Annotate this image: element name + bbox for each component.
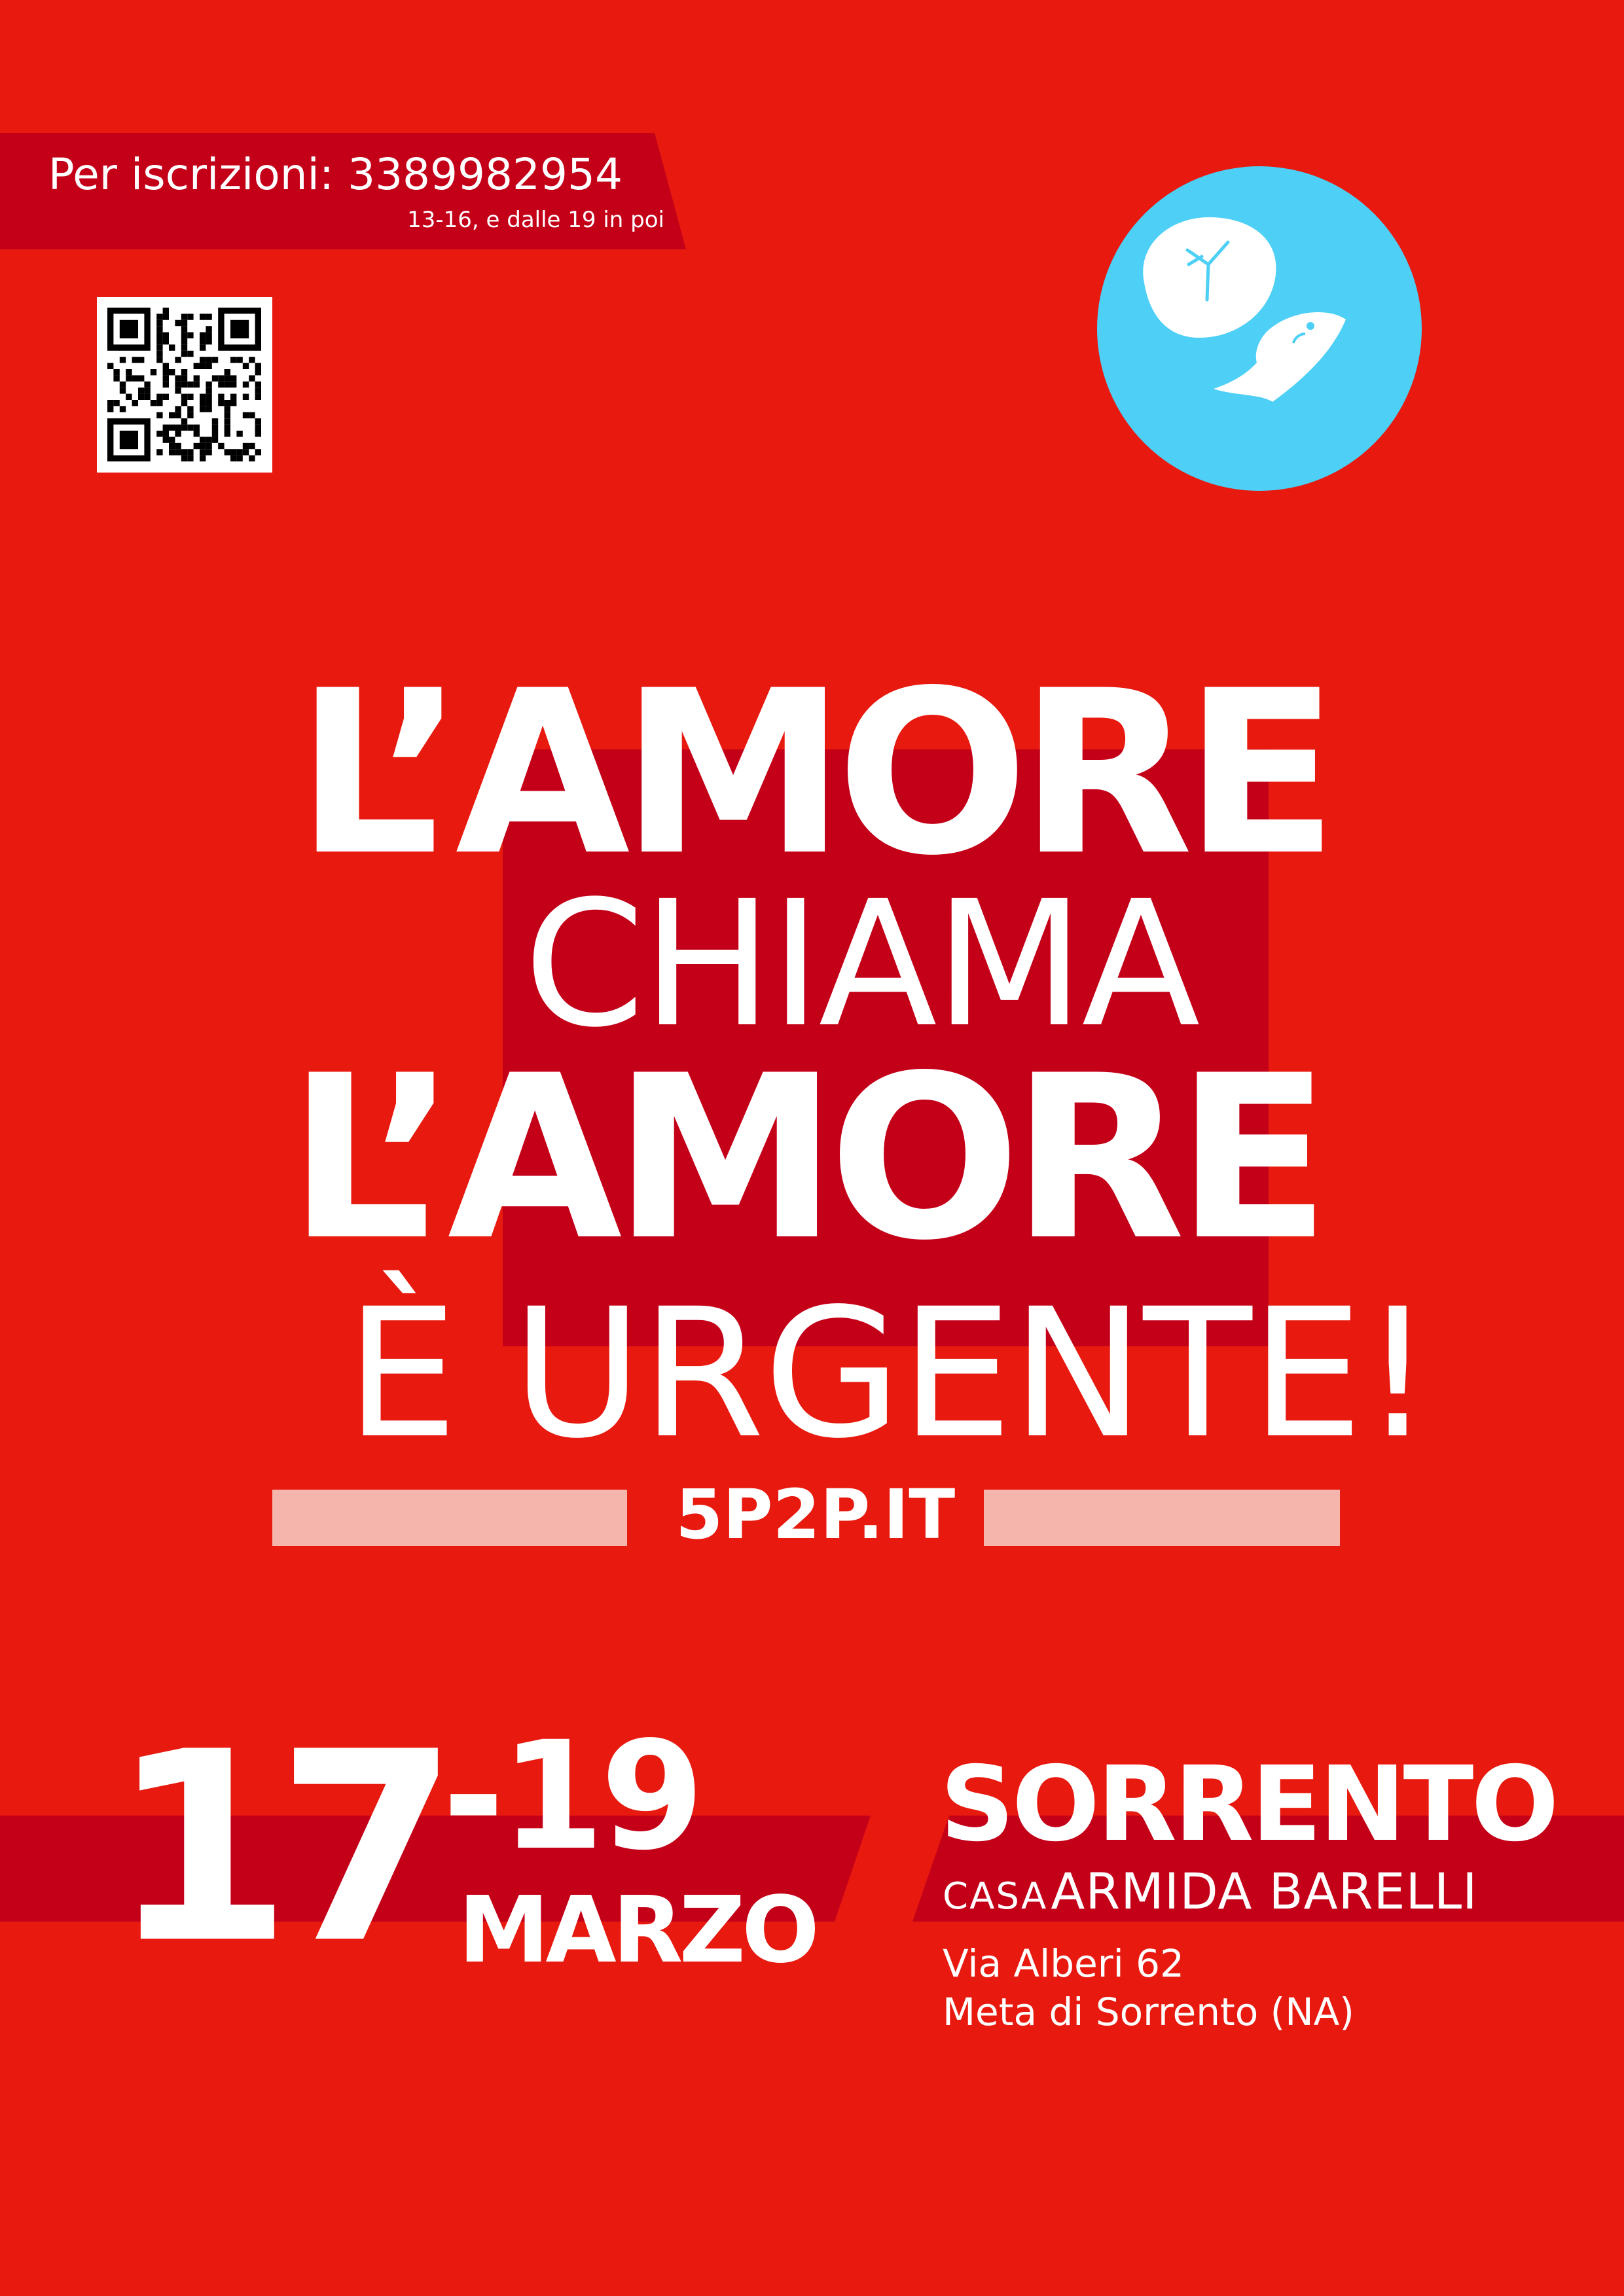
headline-line-2: CHIAMA xyxy=(524,864,1198,1066)
venue-main-name: ARMIDA BARELLI xyxy=(1051,1862,1478,1920)
venue-prefix: CASA xyxy=(943,1875,1048,1918)
bread-and-fish-icon xyxy=(1097,166,1422,491)
website-divider-right xyxy=(984,1490,1340,1546)
venue-city: SORRENTO xyxy=(940,1744,1557,1865)
registration-phone: Per iscrizioni: 3389982954 xyxy=(48,149,623,200)
date-month: MARZO xyxy=(458,1877,816,1984)
date-start: 17 xyxy=(110,1696,443,2001)
headline-line-1: L’AMORE xyxy=(296,643,1329,905)
date-end: -19 xyxy=(442,1709,700,1883)
venue-name xyxy=(943,1862,1478,1920)
website-divider-left xyxy=(272,1490,627,1546)
venue-address-line-1: Via Alberi 62 xyxy=(943,1941,1184,1986)
website-link[interactable]: 5P2P.IT xyxy=(676,1475,956,1554)
headline-line-3: L’AMORE xyxy=(288,1028,1322,1290)
registration-hours: 13-16, e dalle 19 in poi xyxy=(407,207,664,233)
headline-line-4: È URGENTE! xyxy=(346,1271,1432,1478)
venue-address-line-2: Meta di Sorrento (NA) xyxy=(943,1990,1354,2034)
qr-code xyxy=(97,297,272,473)
